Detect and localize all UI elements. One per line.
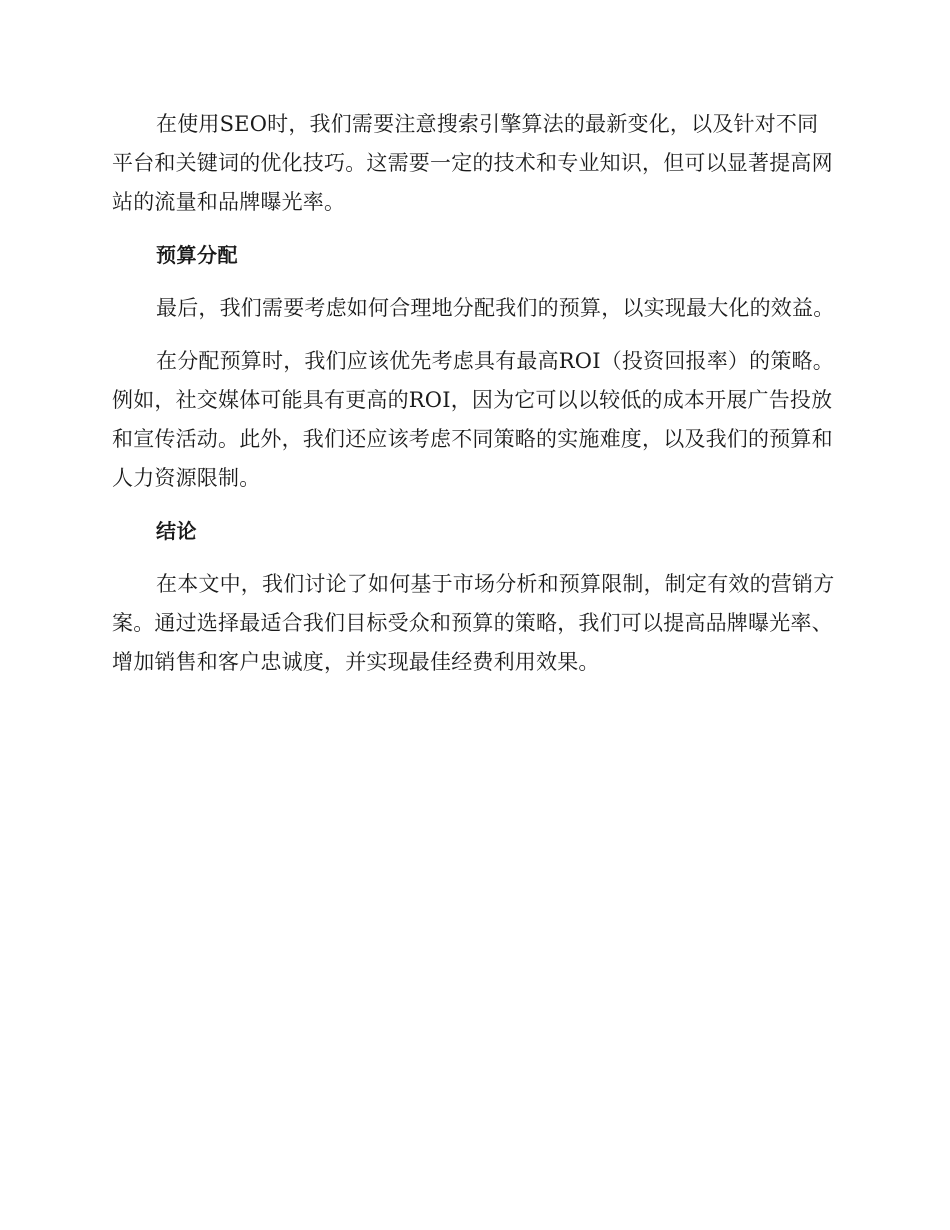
paragraph-seo-usage: 在使用SEO时，我们需要注意搜索引擎算法的最新变化，以及针对不同平台和关键词的优化技巧。这需要一定的技术和专业知识，但可以显著提高网站的流量和品牌曝光率。 bbox=[112, 112, 833, 214]
section-heading-conclusion: 结论 bbox=[156, 519, 197, 543]
paragraph-budget-intro: 最后，我们需要考虑如何合理地分配我们的预算，以实现最大化的效益。 bbox=[156, 296, 835, 320]
section-heading-budget: 预算分配 bbox=[156, 243, 238, 267]
paragraph-conclusion: 在本文中，我们讨论了如何基于市场分析和预算限制，制定有效的营销方案。通过选择最适合我们目标受众和预算的策略，我们可以提高品牌曝光率、增加销售和客户忠诚度，并实现最佳经费利用效果。 bbox=[112, 572, 835, 674]
paragraph-budget-roi: 在分配预算时，我们应该优先考虑具有最高ROI（投资回报率）的策略。例如，社交媒体可能具有更高的ROI，因为它可以以较低的成本开展广告投放和宣传活动。此外，我们还应该考虑不同策略的实施难度，以及我们的预算和人力资源限制。 bbox=[112, 349, 834, 490]
